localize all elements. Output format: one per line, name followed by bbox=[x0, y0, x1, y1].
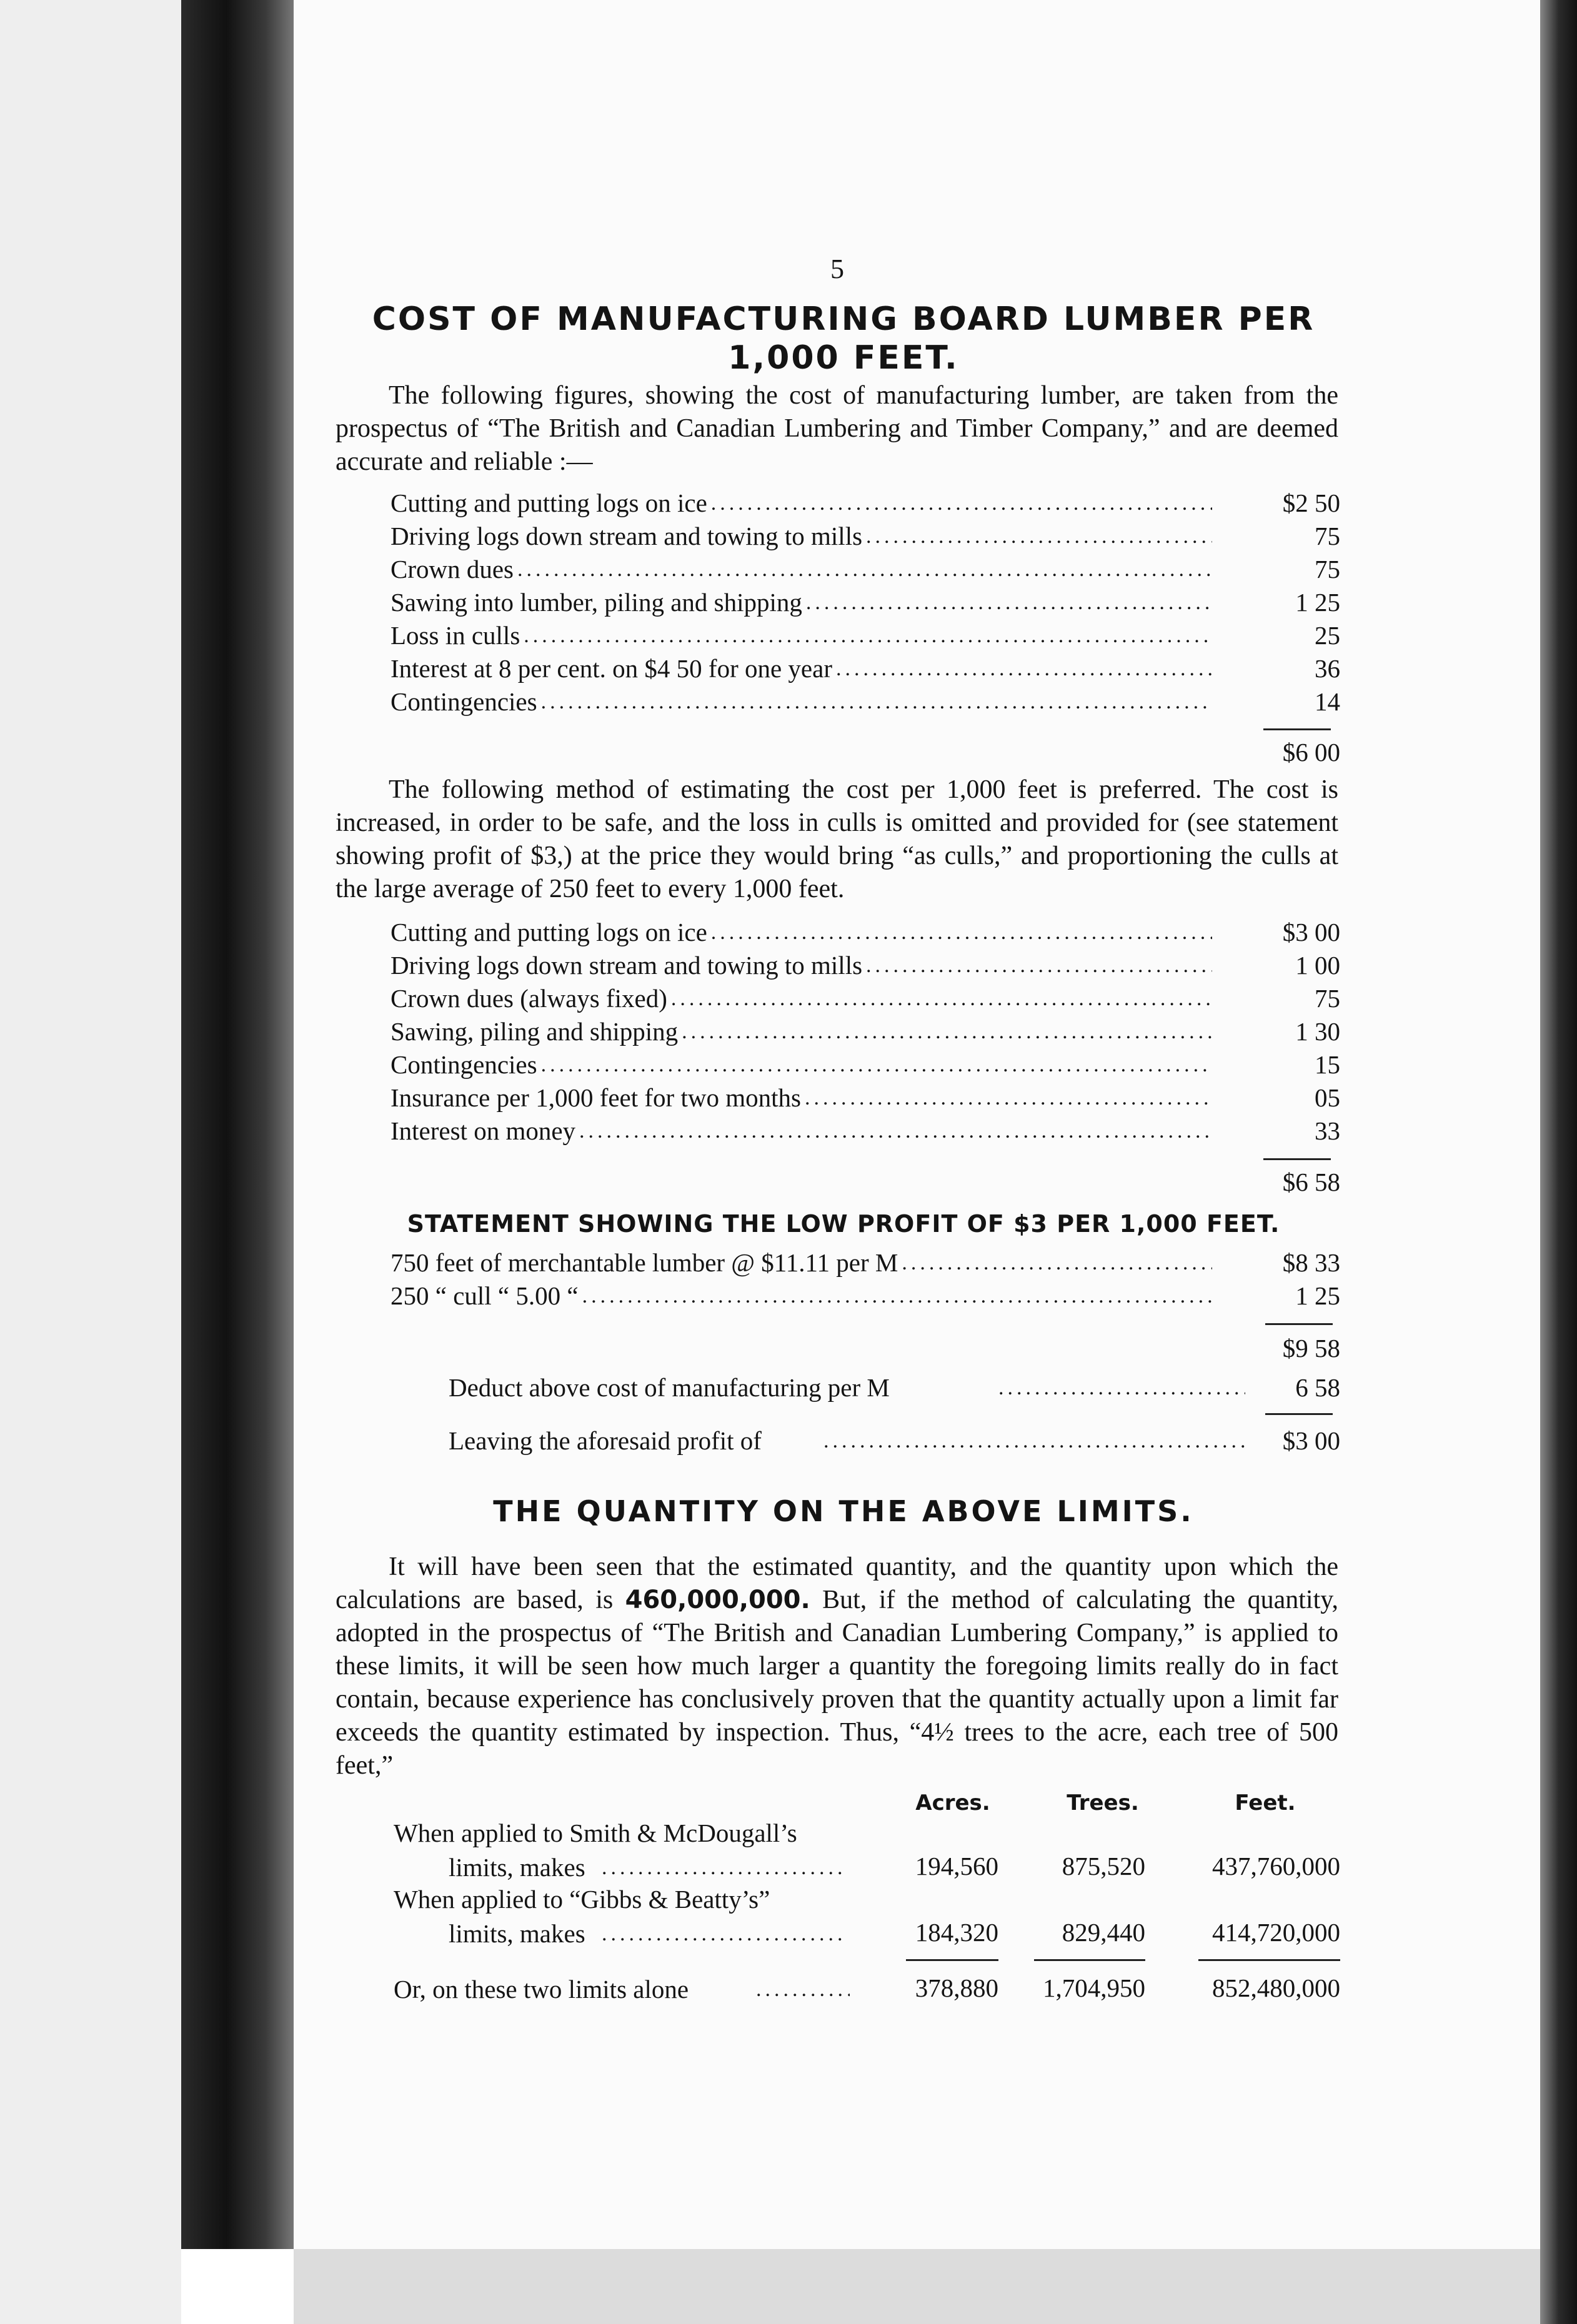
leader-dots bbox=[582, 1279, 1212, 1313]
ledger-item-amount: $8 33 bbox=[1282, 1248, 1340, 1277]
leader-dots bbox=[602, 1917, 847, 1950]
ledger-item-amount: 1 25 bbox=[1295, 588, 1340, 617]
ledger-row bbox=[391, 949, 1340, 982]
quantity-paragraph-start: It will have been seen that the estimated quantity, and the quantity upon which the calculations are based, is bbox=[336, 1552, 1338, 1614]
quantity-paragraph bbox=[336, 1551, 1338, 1782]
leader-dots bbox=[866, 949, 1212, 982]
cost-heading-line1: COST OF MANUFACTURING BOARD LUMBER PER bbox=[372, 300, 1315, 338]
cost-intro-paragraph: The following figures, showing the cost of manufacturing lumber, are taken from the prospectus of “The British and Canadian Lumbering and Timber Company,” and are deemed accurate and reliable :— bbox=[336, 381, 1338, 476]
ledger-item-label: Loss in culls bbox=[391, 621, 520, 650]
ledger-item-amount: 14 bbox=[1315, 687, 1340, 716]
leader-dots bbox=[671, 982, 1212, 1015]
ledger-item-amount: 36 bbox=[1315, 654, 1340, 683]
ledger-item-amount: 1 25 bbox=[1295, 1281, 1340, 1310]
gibbs-row-label-line2-wrap bbox=[449, 1917, 848, 1950]
ledger-item-amount: $3 00 bbox=[1282, 918, 1340, 946]
leaving-amount: $3 00 bbox=[1282, 1426, 1340, 1455]
ledger-row bbox=[391, 1246, 1340, 1279]
quantity-heading: THE QUANTITY ON THE ABOVE LIMITS. bbox=[493, 1494, 1194, 1528]
ledger-row bbox=[391, 1081, 1340, 1115]
gibbs-row-label-line2: limits, makes bbox=[449, 1919, 585, 1948]
ledger-item-label: Interest at 8 per cent. on $4 50 for one year bbox=[391, 654, 832, 683]
ledger-row bbox=[391, 1015, 1340, 1048]
leader-dots bbox=[524, 619, 1212, 652]
gibbs-feet: 414,720,000 bbox=[1212, 1918, 1340, 1947]
leader-dots bbox=[836, 652, 1212, 685]
facing-page-edge bbox=[0, 0, 181, 2324]
leader-dots bbox=[902, 1246, 1212, 1279]
smith-feet: 437,760,000 bbox=[1212, 1852, 1340, 1880]
cost-total: $6 00 bbox=[1282, 738, 1340, 767]
ledger-item-amount: 1 30 bbox=[1295, 1017, 1340, 1046]
deduct-amount: 6 58 bbox=[1295, 1373, 1340, 1402]
ledger-item-amount: 75 bbox=[1315, 522, 1340, 550]
ledger-row bbox=[391, 685, 1340, 718]
leader-dots bbox=[579, 1115, 1212, 1148]
trees-total-rule bbox=[1034, 1959, 1145, 1961]
deduct-label: Deduct above cost of manufacturing per M bbox=[449, 1373, 890, 1402]
leader-dots bbox=[823, 1424, 1245, 1457]
ledger-row bbox=[391, 916, 1340, 949]
column-header-trees: Trees. bbox=[1067, 1790, 1139, 1815]
method-ledger bbox=[391, 916, 1340, 1148]
ledger-row bbox=[391, 982, 1340, 1015]
gibbs-acres: 184,320 bbox=[915, 1918, 998, 1947]
total-acres: 378,880 bbox=[915, 1974, 998, 2002]
ledger-item-label: Cutting and putting logs on ice bbox=[391, 489, 707, 517]
smith-row-label-line2-wrap bbox=[449, 1851, 848, 1884]
smith-acres: 194,560 bbox=[915, 1852, 998, 1880]
ledger-item-amount: $2 50 bbox=[1282, 489, 1340, 517]
gibbs-trees: 829,440 bbox=[1062, 1918, 1145, 1947]
leader-dots bbox=[711, 916, 1212, 949]
feet-total-rule bbox=[1198, 1959, 1340, 1961]
ledger-item-label: Driving logs down stream and towing to mills bbox=[391, 951, 863, 980]
ledger-item-label: Cutting and putting logs on ice bbox=[391, 918, 707, 946]
ledger-row bbox=[391, 619, 1340, 652]
leader-dots bbox=[711, 487, 1212, 520]
smith-trees: 875,520 bbox=[1062, 1852, 1145, 1880]
leader-dots bbox=[756, 1973, 850, 2006]
ledger-row bbox=[391, 1048, 1340, 1081]
scan-bottom-margin bbox=[294, 2249, 1540, 2324]
ledger-item-label: Crown dues bbox=[391, 555, 514, 583]
ledger-item-amount: 75 bbox=[1315, 984, 1340, 1013]
scan-edge-shadow bbox=[1540, 0, 1577, 2324]
ledger-row bbox=[391, 652, 1340, 685]
cost-heading-line2: 1,000 FEET. bbox=[728, 339, 959, 377]
leader-dots bbox=[517, 553, 1212, 586]
method-intro-paragraph: The following method of estimating the cost per 1,000 feet is preferred. The cost is increased, in order to be safe, and the loss in culls is omitted and provided for (see statement showing profit of $3,) at the price they would bring “as culls,” and proportioning the culls at the large average of 250 feet to every 1,000 feet. bbox=[336, 775, 1338, 903]
book-spine-shadow bbox=[181, 0, 294, 2249]
ledger-row bbox=[391, 520, 1340, 553]
column-header-feet: Feet. bbox=[1235, 1790, 1296, 1815]
leader-dots bbox=[541, 1048, 1212, 1081]
ledger-item-amount: 15 bbox=[1315, 1050, 1340, 1079]
ledger-item-label: Contingencies bbox=[391, 687, 537, 716]
leader-dots bbox=[541, 685, 1212, 718]
profit-ledger bbox=[391, 1246, 1340, 1313]
method-total: $6 58 bbox=[1282, 1168, 1340, 1196]
total-trees: 1,704,950 bbox=[1043, 1974, 1145, 2002]
total-row-label-wrap bbox=[394, 1973, 850, 2006]
gibbs-row-label-line1: When applied to “Gibbs & Beatty’s” bbox=[394, 1885, 770, 1914]
quantity-figure: 460,000,000. bbox=[625, 1586, 810, 1614]
ledger-row bbox=[391, 487, 1340, 520]
ledger-item-label: Sawing, piling and shipping bbox=[391, 1017, 679, 1046]
ledger-item-amount: 05 bbox=[1315, 1083, 1340, 1112]
ledger-item-amount: 25 bbox=[1315, 621, 1340, 650]
smith-row-label-line2: limits, makes bbox=[449, 1853, 585, 1882]
profit-subtotal-rule bbox=[1265, 1323, 1333, 1325]
total-feet: 852,480,000 bbox=[1212, 1974, 1340, 2002]
ledger-item-label: Crown dues (always fixed) bbox=[391, 984, 667, 1013]
profit-subtotal: $9 58 bbox=[1282, 1334, 1340, 1363]
ledger-item-amount: 1 00 bbox=[1295, 951, 1340, 980]
profit-leaving-row bbox=[449, 1424, 1343, 1457]
quantity-paragraph-end: But, if the method of calculating the quantity, adopted in the prospectus of “The British and Canadian Lumbering Company,” is applied to these limits, it will be seen how much larger a quantity the foregoing limits really do in fact contain, because experience has conclusively proven that the quantity actually upon a limit far exceeds the quantity estimated by inspection. Thus, “4½ trees to the acre, each tree of 500 feet,” bbox=[336, 1586, 1339, 1780]
ledger-row bbox=[391, 1115, 1340, 1148]
ledger-item-amount: 75 bbox=[1315, 555, 1340, 583]
ledger-item-label: Interest on money bbox=[391, 1116, 576, 1145]
leader-dots bbox=[806, 586, 1212, 619]
ledger-item-label: Driving logs down stream and towing to mills bbox=[391, 522, 863, 550]
method-total-rule bbox=[1263, 1158, 1331, 1160]
leader-dots bbox=[805, 1081, 1212, 1115]
profit-heading: STATEMENT SHOWING THE LOW PROFIT OF $3 PER 1,000 FEET. bbox=[407, 1210, 1280, 1238]
leader-dots bbox=[866, 520, 1212, 553]
ledger-item-label: Sawing into lumber, piling and shipping bbox=[391, 588, 802, 617]
column-header-acres: Acres. bbox=[915, 1790, 990, 1815]
ledger-row bbox=[391, 586, 1340, 619]
ledger-item-label: Contingencies bbox=[391, 1050, 537, 1079]
leader-dots bbox=[998, 1371, 1245, 1404]
total-row-label: Or, on these two limits alone bbox=[394, 1975, 689, 2004]
cost-total-rule bbox=[1263, 728, 1331, 730]
profit-deduct-row bbox=[449, 1371, 1343, 1404]
page-number: 5 bbox=[830, 254, 844, 284]
ledger-item-label: Insurance per 1,000 feet for two months bbox=[391, 1083, 801, 1112]
leader-dots bbox=[602, 1851, 847, 1884]
acres-total-rule bbox=[906, 1959, 998, 1961]
ledger-item-amount: 33 bbox=[1315, 1116, 1340, 1145]
smith-row-label-line1: When applied to Smith & McDougall’s bbox=[394, 1819, 797, 1847]
ledger-row bbox=[391, 553, 1340, 586]
ledger-item-label: 750 feet of merchantable lumber @ $11.11 per M bbox=[391, 1248, 898, 1277]
ledger-item-label: 250 “ cull “ 5.00 “ bbox=[391, 1281, 579, 1310]
leader-dots bbox=[682, 1015, 1212, 1048]
cost-ledger bbox=[391, 487, 1340, 718]
leaving-label: Leaving the aforesaid profit of bbox=[449, 1426, 762, 1455]
profit-final-rule bbox=[1265, 1413, 1333, 1415]
ledger-row bbox=[391, 1279, 1340, 1313]
